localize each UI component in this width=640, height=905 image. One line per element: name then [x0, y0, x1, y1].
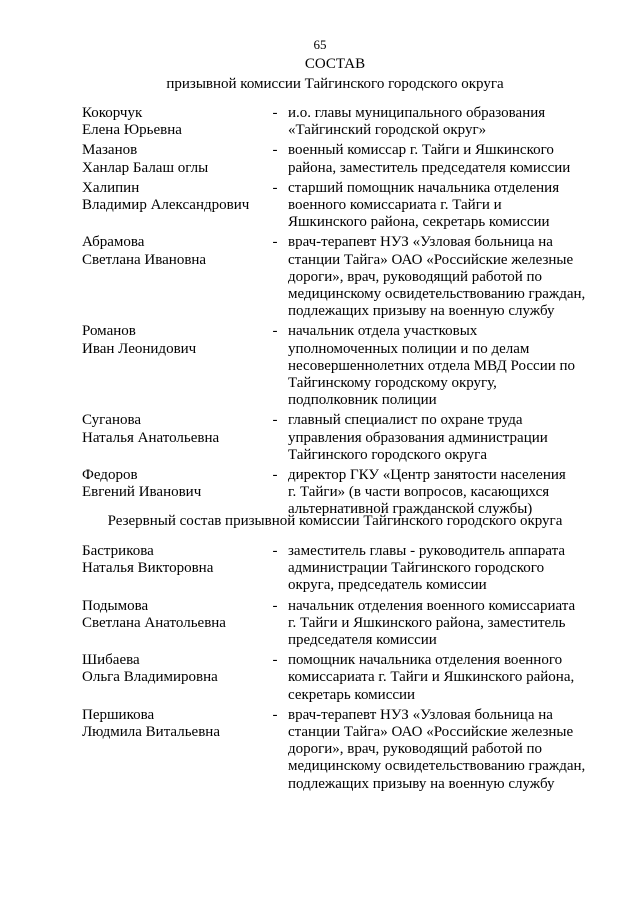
member-name-line: Першикова — [82, 706, 155, 723]
member-name — [82, 652, 262, 704]
member-name-line: Ханлар Балаш оглы — [82, 159, 209, 176]
member-name-line: Шибаева — [82, 652, 140, 669]
member-name — [82, 598, 262, 650]
member-name-line: Елена Юрьевна — [82, 122, 182, 139]
member-dash: - — [272, 543, 278, 559]
member-role-line: медицинскому освидетельствованию граждан, — [288, 286, 586, 303]
member-role-line: и.о. главы муниципального образования — [288, 105, 546, 121]
member-role-line: округа, председатель комиссии — [288, 577, 487, 594]
member-dash: - — [272, 234, 278, 251]
member-role-line: альтернативной гражданской службы) — [288, 501, 533, 518]
member-role-line: подлежащих призыву на военную службу — [288, 303, 555, 320]
member-name-line: Халипин — [82, 179, 140, 196]
member-role-line: медицинскому освидетельствованию граждан, — [288, 758, 586, 775]
member-role — [288, 652, 602, 704]
member-dash: - — [272, 323, 278, 340]
member-dash: - — [272, 467, 278, 484]
member-role-line: Яшкинского района, секретарь комиссии — [288, 214, 550, 231]
member-role-line: дороги», врач, руководящий работой по — [288, 268, 543, 285]
member-entry — [82, 234, 602, 320]
member-role-line: управления образования администрации — [288, 429, 548, 446]
member-entry — [82, 598, 602, 650]
member-name — [82, 707, 262, 793]
member-name-line: Абрамова — [82, 234, 145, 251]
member-role-line: начальник отдела участковых — [288, 323, 478, 340]
member-role-line: помощник начальника отделения военного — [288, 652, 563, 669]
member-role-line: дороги», врач, руководящий работой по — [288, 741, 543, 758]
member-role-line: уполномоченных полиции и по делам — [288, 340, 530, 357]
member-role-line: станции Тайга» ОАО «Российские железные — [288, 251, 574, 268]
member-entry — [82, 543, 602, 595]
member-name-line: Кокорчук — [82, 105, 143, 121]
member-role — [288, 105, 602, 139]
member-name-line: Светлана Анатольевна — [82, 614, 226, 631]
member-name — [82, 323, 262, 409]
member-role-line: Тайгинскому городскому округу, — [288, 375, 497, 392]
member-name — [82, 234, 262, 320]
member-name-line: Мазанов — [82, 142, 138, 159]
member-role-line: заместитель главы - руководитель аппарата — [288, 543, 565, 559]
member-entry — [82, 142, 602, 176]
member-role — [288, 707, 602, 793]
reserve-heading: Резервный состав призывной комиссии Тайгинского городского округа — [107, 513, 563, 529]
member-role-line: администрации Тайгинского городского — [288, 560, 545, 577]
member-name-line: Федоров — [82, 467, 138, 484]
member-role-line: Тайгинского городского округа — [288, 446, 487, 463]
member-role-line: подполковник полиции — [288, 392, 437, 409]
member-role — [288, 323, 602, 409]
member-role — [288, 180, 602, 232]
member-name-line: Владимир Александрович — [82, 197, 250, 214]
member-name-line: Суганова — [82, 412, 142, 429]
member-entry — [82, 180, 602, 232]
member-role-line: несовершеннолетних отдела МВД России по — [288, 357, 576, 374]
member-name — [82, 105, 262, 139]
member-name-line: Светлана Ивановна — [82, 251, 207, 268]
member-role-line: г. Тайги» (в части вопросов, касающихся — [288, 484, 550, 501]
member-name — [82, 142, 262, 176]
member-role-line: военный комиссар г. Тайги и Яшкинского — [288, 142, 554, 159]
member-role — [288, 234, 602, 320]
member-name — [82, 467, 262, 519]
page-number: 65 — [313, 37, 327, 52]
reserve-members-list — [82, 543, 602, 793]
member-role-line: секретарь комиссии — [288, 686, 416, 703]
member-entry — [82, 652, 602, 704]
member-role-line: станции Тайга» ОАО «Российские железные — [288, 724, 574, 741]
member-role-line: г. Тайги и Яшкинского района, заместитель — [288, 614, 566, 631]
main-members-list — [82, 105, 602, 519]
member-entry — [82, 412, 602, 464]
member-role — [288, 412, 602, 464]
member-role-line: подлежащих призыву на военную службу — [288, 775, 555, 792]
member-name-line: Бастрикова — [82, 543, 154, 559]
member-role-line: главный специалист по охране труда — [288, 412, 523, 429]
member-role-line: старший помощник начальника отделения — [288, 179, 560, 196]
member-dash: - — [272, 142, 278, 159]
member-name-line: Людмила Витальевна — [82, 724, 220, 741]
document-subtitle: призывной комиссии Тайгинского городского округа — [166, 76, 504, 92]
member-role-line: директор ГКУ «Центр занятости населения — [288, 467, 566, 484]
member-name-line: Романов — [82, 323, 136, 340]
member-role-line: «Тайгинский городской округ» — [288, 122, 487, 139]
member-entry — [82, 467, 602, 519]
member-role-line: района, заместитель председателя комиссии — [288, 159, 571, 176]
member-name-line: Ольга Владимировна — [82, 669, 218, 686]
member-role-line: комиссариата г. Тайги и Яшкинского района, — [288, 669, 575, 686]
member-name-line: Подымова — [82, 597, 149, 614]
member-role-line: врач-терапевт НУЗ «Узловая больница на — [288, 234, 553, 251]
member-dash: - — [272, 706, 278, 723]
member-entry — [82, 323, 602, 409]
member-dash: - — [272, 652, 278, 669]
member-dash: - — [272, 179, 278, 196]
member-name-line: Наталья Викторовна — [82, 560, 214, 577]
member-dash: - — [272, 412, 278, 429]
member-role-line: военного комиссариата г. Тайги и — [288, 197, 502, 214]
member-role-line: начальник отделения военного комиссариата — [288, 597, 576, 614]
member-role-line: врач-терапевт НУЗ «Узловая больница на — [288, 706, 553, 723]
member-role — [288, 598, 602, 650]
member-name-line: Евгений Иванович — [82, 484, 202, 501]
member-dash: - — [272, 597, 278, 614]
member-entry — [82, 707, 602, 793]
member-entry — [82, 105, 602, 139]
member-role-line: председателя комиссии — [288, 632, 437, 649]
document-title: СОСТАВ — [304, 56, 366, 72]
member-role — [288, 467, 602, 519]
member-role — [288, 543, 602, 595]
member-name — [82, 180, 262, 232]
member-name — [82, 543, 262, 595]
member-dash: - — [272, 105, 278, 121]
member-role — [288, 142, 602, 176]
member-name-line: Наталья Анатольевна — [82, 429, 220, 446]
member-name-line: Иван Леонидович — [82, 340, 197, 357]
member-name — [82, 412, 262, 464]
